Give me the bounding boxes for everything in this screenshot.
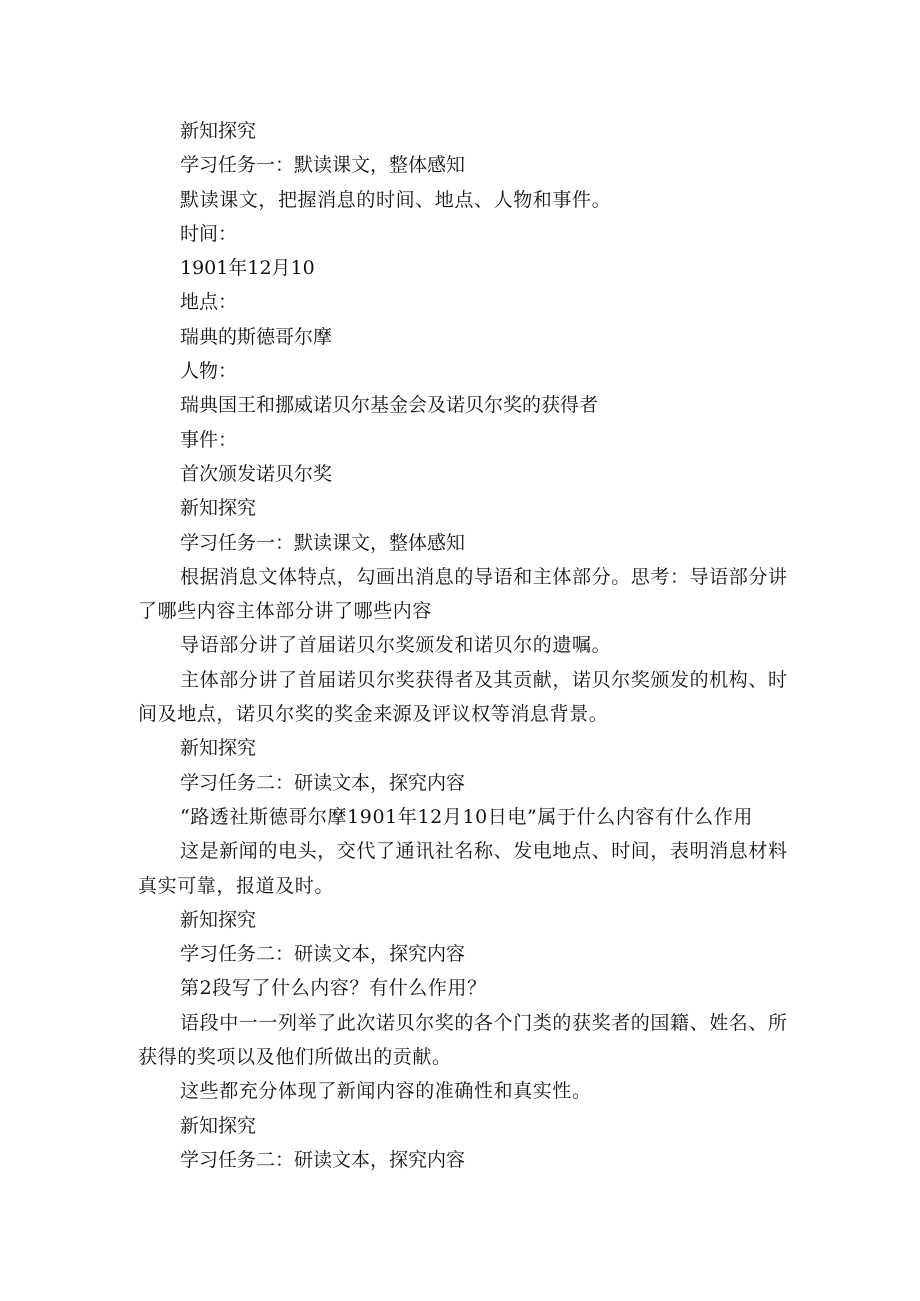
- field-value-time: 1901年12月10: [180, 257, 315, 280]
- section-heading: 新知探究: [180, 737, 257, 760]
- field-label-people: 人物：: [180, 360, 238, 383]
- paragraph: 默读课文，把握消息的时间、地点、人物和事件。: [180, 188, 612, 211]
- paragraph: 主体部分讲了首届诺贝尔奖获得者及其贡献，诺贝尔奖颁发的机构、时间及地点，诺贝尔奖的奖金来源及评议权等消息背景。: [138, 668, 788, 726]
- field-label-time: 时间：: [180, 222, 238, 245]
- field-label-event: 事件：: [180, 428, 238, 451]
- task-title: 学习任务二：研读文本，探究内容: [180, 1148, 466, 1171]
- field-value-event: 首次颁发诺贝尔奖: [180, 462, 333, 485]
- section-heading: 新知探究: [180, 908, 257, 931]
- paragraph: 根据消息文体特点，勾画出消息的导语和主体部分。思考：导语部分讲了哪些内容主体部分讲了哪些内容: [138, 565, 788, 623]
- field-value-place: 瑞典的斯德哥尔摩: [180, 325, 333, 348]
- task-title: 学习任务一：默读课文，整体感知: [180, 531, 466, 554]
- paragraph: 导语部分讲了首届诺贝尔奖颁发和诺贝尔的遗嘱。: [180, 634, 612, 657]
- section-heading: 新知探究: [180, 120, 257, 142]
- task-title: 学习任务一：默读课文，整体感知: [180, 154, 466, 177]
- paragraph: 语段中一一列举了此次诺贝尔奖的各个门类的获奖者的国籍、姓名、所获得的奖项以及他们所做出的贡献。: [138, 1011, 788, 1069]
- task-title: 学习任务二：研读文本，探究内容: [180, 943, 466, 966]
- field-value-people: 瑞典国王和挪威诺贝尔基金会及诺贝尔奖的获得者: [180, 394, 599, 417]
- section-heading: 新知探究: [180, 1114, 257, 1137]
- paragraph: 这是新闻的电头，交代了通讯社名称、发电地点、时间，表明消息材料真实可靠，报道及时。: [138, 840, 788, 897]
- section-heading: 新知探究: [180, 497, 257, 520]
- field-label-place: 地点：: [180, 291, 238, 314]
- task-title: 学习任务二：研读文本，探究内容: [180, 771, 466, 794]
- paragraph: 第2段写了什么内容？有什么作用？: [180, 977, 487, 1000]
- paragraph: “路透社斯德哥尔摩1901年12月10日电”属于什么内容有什么作用: [180, 805, 753, 828]
- document-body: [138, 114, 788, 1177]
- paragraph: 这些都充分体现了新闻内容的准确性和真实性。: [180, 1080, 592, 1103]
